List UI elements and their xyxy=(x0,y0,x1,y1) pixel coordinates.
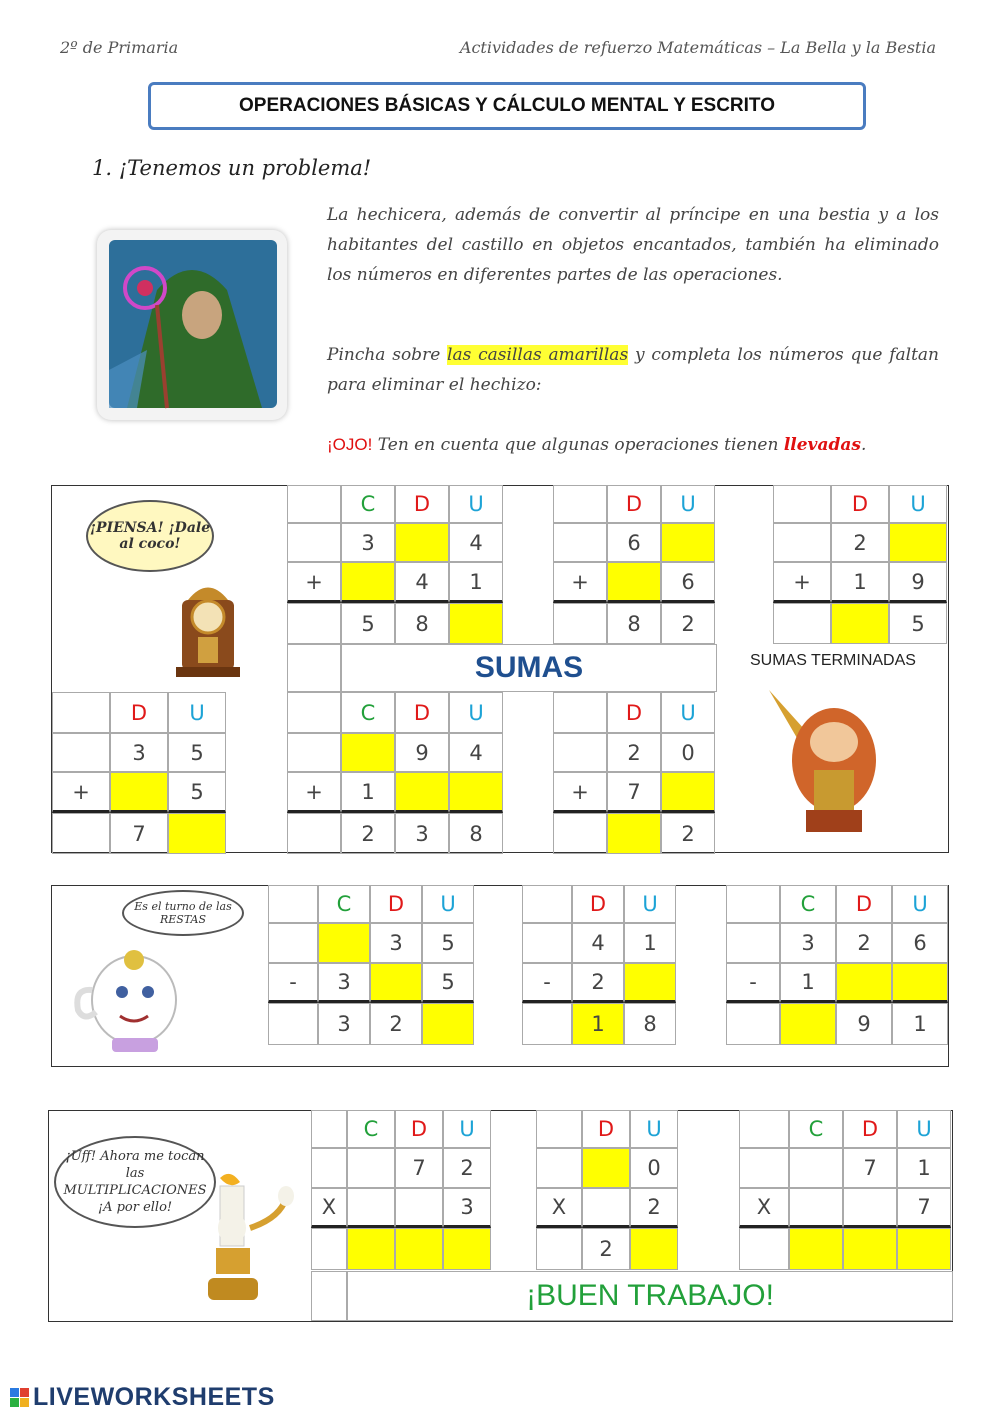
operation-grid xyxy=(739,1110,951,1270)
operator-cell xyxy=(287,523,341,562)
column-header-d: D xyxy=(370,885,422,923)
digit-cell xyxy=(582,1188,630,1228)
op-s4 xyxy=(52,692,226,854)
good-job-label: ¡BUEN TRABAJO! xyxy=(347,1271,953,1321)
answer-box[interactable] xyxy=(624,963,676,1003)
answer-box[interactable] xyxy=(110,772,168,813)
operator-cell: X xyxy=(739,1188,789,1228)
logo-text: LIVEWORKSHEETS xyxy=(33,1383,275,1411)
op-s3 xyxy=(773,485,947,644)
digit-cell: 3 xyxy=(780,923,836,963)
digit-cell: 7 xyxy=(395,1148,443,1188)
digit-cell: 4 xyxy=(449,523,503,562)
cogsworth-image xyxy=(168,575,248,680)
operator-cell xyxy=(52,733,110,772)
operation-grid xyxy=(287,485,503,644)
answer-box[interactable] xyxy=(607,813,661,854)
lumiere-illustration xyxy=(190,1168,300,1308)
column-header-empty xyxy=(268,885,318,923)
chip-image xyxy=(72,930,202,1058)
op-s1 xyxy=(287,485,503,644)
digit-cell xyxy=(347,1188,395,1228)
digit-cell: 2 xyxy=(582,1228,630,1270)
digit-cell: 9 xyxy=(395,733,449,772)
column-header-empty xyxy=(522,885,572,923)
column-header-empty xyxy=(287,485,341,523)
column-header-u: U xyxy=(661,485,715,523)
digit-cell: 5 xyxy=(422,963,474,1003)
sumas-label: SUMAS xyxy=(341,644,717,692)
digit-cell: 2 xyxy=(370,1003,422,1045)
column-header-u: U xyxy=(897,1110,951,1148)
column-header-d: D xyxy=(836,885,892,923)
cogsworth-illustration xyxy=(168,575,248,680)
digit-cell: 8 xyxy=(395,603,449,644)
column-header-d: D xyxy=(831,485,889,523)
op-m1 xyxy=(311,1110,491,1270)
yellow-boxes-highlight: las casillas amarillas xyxy=(447,345,629,365)
column-header-empty xyxy=(536,1110,582,1148)
enchantress-illustration xyxy=(97,230,287,420)
digit-cell: 6 xyxy=(661,562,715,603)
digit-cell: 7 xyxy=(897,1188,951,1228)
answer-box[interactable] xyxy=(443,1228,491,1270)
column-header-d: D xyxy=(395,485,449,523)
sumas-spacer-cell xyxy=(287,644,341,692)
answer-box[interactable] xyxy=(897,1228,951,1270)
operator-cell xyxy=(773,523,831,562)
digit-cell: 1 xyxy=(624,923,676,963)
column-header-c: C xyxy=(318,885,370,923)
operator-cell xyxy=(726,923,780,963)
operation-grid xyxy=(52,692,226,854)
exercise-heading: 1. ¡Tenemos un problema! xyxy=(92,156,372,180)
operation-grid xyxy=(726,885,948,1045)
column-header-d: D xyxy=(582,1110,630,1148)
answer-box[interactable] xyxy=(843,1228,897,1270)
op-m2 xyxy=(536,1110,678,1270)
column-header-d: D xyxy=(395,692,449,733)
operator-cell xyxy=(268,1003,318,1045)
column-header-u: U xyxy=(443,1110,491,1148)
digit-cell: 6 xyxy=(607,523,661,562)
answer-box[interactable] xyxy=(341,733,395,772)
digit-cell: 3 xyxy=(318,963,370,1003)
operator-cell: + xyxy=(287,772,341,813)
operator-cell: X xyxy=(311,1188,347,1228)
digit-cell: 3 xyxy=(318,1003,370,1045)
logo-squares-icon xyxy=(10,1388,29,1407)
operator-cell xyxy=(553,523,607,562)
column-header-c: C xyxy=(341,692,395,733)
instructions-click-end: y completa los números que faltan para eliminar el hechizo: xyxy=(327,345,939,395)
operation-grid xyxy=(287,692,503,854)
answer-box[interactable] xyxy=(630,1228,678,1270)
warning-text: Ten en cuenta que algunas operaciones tienen xyxy=(372,435,784,455)
digit-cell xyxy=(843,1188,897,1228)
column-header-empty xyxy=(311,1110,347,1148)
operation-grid xyxy=(522,885,676,1045)
warning-oj: ¡OJO! xyxy=(327,435,373,454)
answer-box[interactable] xyxy=(395,772,449,813)
operator-cell xyxy=(536,1148,582,1188)
op-r2 xyxy=(522,885,676,1045)
digit-cell: 4 xyxy=(395,562,449,603)
digit-cell: 0 xyxy=(661,733,715,772)
operator-cell xyxy=(268,923,318,963)
digit-cell: 8 xyxy=(607,603,661,644)
instructions-click xyxy=(327,340,939,400)
answer-box[interactable] xyxy=(836,963,892,1003)
digit-cell: 1 xyxy=(897,1148,951,1188)
operator-cell: + xyxy=(553,562,607,603)
digit-cell xyxy=(789,1148,843,1188)
operator-cell xyxy=(52,813,110,854)
op-s2 xyxy=(553,485,715,644)
operator-cell xyxy=(553,603,607,644)
operator-cell xyxy=(739,1148,789,1188)
operator-cell xyxy=(522,923,572,963)
digit-cell: 2 xyxy=(630,1188,678,1228)
answer-box[interactable] xyxy=(370,963,422,1003)
operator-cell xyxy=(536,1228,582,1270)
operator-cell: + xyxy=(287,562,341,603)
column-header-empty xyxy=(287,692,341,733)
operator-cell xyxy=(287,813,341,854)
column-header-u: U xyxy=(168,692,226,733)
op-r3 xyxy=(726,885,948,1045)
digit-cell: 3 xyxy=(443,1188,491,1228)
answer-box[interactable] xyxy=(395,523,449,562)
operator-cell xyxy=(553,733,607,772)
enchantress-image xyxy=(97,230,287,420)
op-s6 xyxy=(553,692,715,854)
digit-cell: 6 xyxy=(892,923,948,963)
digit-cell: 2 xyxy=(661,603,715,644)
column-header-u: U xyxy=(624,885,676,923)
digit-cell: 5 xyxy=(168,733,226,772)
header-grade: 2º de Primaria xyxy=(60,38,179,57)
column-header-d: D xyxy=(607,485,661,523)
answer-box[interactable] xyxy=(449,772,503,813)
digit-cell: 1 xyxy=(341,772,395,813)
column-header-empty xyxy=(739,1110,789,1148)
column-header-empty xyxy=(773,485,831,523)
operator-cell xyxy=(311,1228,347,1270)
digit-cell: 2 xyxy=(661,813,715,854)
mult-spacer-cell xyxy=(311,1271,347,1321)
answer-box[interactable] xyxy=(780,1003,836,1045)
operation-grid xyxy=(311,1110,491,1270)
operator-cell: X xyxy=(536,1188,582,1228)
instructions-click-start: Pincha sobre xyxy=(327,345,448,365)
answer-box[interactable] xyxy=(582,1148,630,1188)
digit-cell: 8 xyxy=(449,813,503,854)
operator-cell: + xyxy=(773,562,831,603)
answer-box[interactable] xyxy=(318,923,370,963)
warning-line xyxy=(327,430,939,460)
digit-cell: 2 xyxy=(831,523,889,562)
answer-box[interactable] xyxy=(168,813,226,854)
answer-box[interactable] xyxy=(449,603,503,644)
warning-llevadas: llevadas xyxy=(783,435,861,455)
operator-cell: - xyxy=(726,963,780,1003)
answer-box[interactable] xyxy=(607,562,661,603)
column-header-u: U xyxy=(422,885,474,923)
operation-grid xyxy=(773,485,947,644)
digit-cell: 2 xyxy=(443,1148,491,1188)
header-subject: Actividades de refuerzo Matemáticas – La Bella y la Bestia xyxy=(459,38,936,57)
restas-speech-bubble: Es el turno de las RESTAS xyxy=(122,890,244,936)
answer-box[interactable] xyxy=(661,523,715,562)
operation-grid xyxy=(553,485,715,644)
digit-cell: 4 xyxy=(572,923,624,963)
operation-grid xyxy=(268,885,474,1045)
operator-cell xyxy=(522,1003,572,1045)
digit-cell: 9 xyxy=(889,562,947,603)
mrs-lumiere-illustration xyxy=(764,680,894,840)
answer-box[interactable] xyxy=(395,1228,443,1270)
mult-speech-bubble: ¡Uff! Ahora me tocan las MULTIPLICACIONES ¡A por ello! xyxy=(54,1136,216,1228)
digit-cell: 9 xyxy=(836,1003,892,1045)
digit-cell: 7 xyxy=(607,772,661,813)
column-header-u: U xyxy=(449,485,503,523)
digit-cell: 3 xyxy=(341,523,395,562)
operator-cell xyxy=(287,603,341,644)
answer-box[interactable] xyxy=(831,603,889,644)
digit-cell: 1 xyxy=(831,562,889,603)
digit-cell: 5 xyxy=(422,923,474,963)
lumiere-image xyxy=(764,680,894,840)
operator-cell: + xyxy=(52,772,110,813)
digit-cell: 2 xyxy=(607,733,661,772)
operator-cell xyxy=(553,813,607,854)
digit-cell: 7 xyxy=(110,813,168,854)
liveworksheets-logo xyxy=(10,1383,275,1412)
digit-cell: 5 xyxy=(341,603,395,644)
operator-cell xyxy=(726,1003,780,1045)
digit-cell: 2 xyxy=(341,813,395,854)
digit-cell: 5 xyxy=(889,603,947,644)
digit-cell xyxy=(789,1188,843,1228)
digit-cell: 0 xyxy=(630,1148,678,1188)
column-header-empty xyxy=(553,485,607,523)
digit-cell: 1 xyxy=(780,963,836,1003)
column-header-empty xyxy=(553,692,607,733)
column-header-u: U xyxy=(630,1110,678,1148)
operation-grid xyxy=(553,692,715,854)
instructions-paragraph: La hechicera, además de convertir al príncipe en una bestia y a los habitantes del castillo en objetos encantados, también ha eliminado los números en diferentes partes de las operaciones. xyxy=(327,205,939,285)
warning-end: . xyxy=(860,435,867,455)
column-header-u: U xyxy=(661,692,715,733)
answer-box[interactable] xyxy=(789,1228,843,1270)
sumas-speech-bubble: ¡PIENSA! ¡Dale al coco! xyxy=(86,500,214,572)
digit-cell: 2 xyxy=(836,923,892,963)
answer-box[interactable] xyxy=(422,1003,474,1045)
column-header-u: U xyxy=(449,692,503,733)
column-header-d: D xyxy=(395,1110,443,1148)
operator-cell xyxy=(773,603,831,644)
mrs-potts-illustration xyxy=(72,930,202,1058)
answer-box[interactable] xyxy=(892,963,948,1003)
digit-cell: 4 xyxy=(449,733,503,772)
answer-box[interactable] xyxy=(341,562,395,603)
digit-cell xyxy=(347,1148,395,1188)
operator-cell: - xyxy=(522,963,572,1003)
sumas-finished-label: SUMAS TERMINADAS xyxy=(750,652,916,669)
operator-cell xyxy=(311,1148,347,1188)
column-header-u: U xyxy=(889,485,947,523)
digit-cell: 5 xyxy=(168,772,226,813)
op-r1 xyxy=(268,885,474,1045)
answer-box[interactable] xyxy=(889,523,947,562)
operation-grid xyxy=(536,1110,678,1270)
column-header-c: C xyxy=(341,485,395,523)
digit-cell: 1 xyxy=(892,1003,948,1045)
answer-box[interactable]: 1 xyxy=(572,1003,624,1045)
page-title: OPERACIONES BÁSICAS Y CÁLCULO MENTAL Y ESCRITO xyxy=(148,82,866,130)
digit-cell: 3 xyxy=(370,923,422,963)
digit-cell: 1 xyxy=(449,562,503,603)
digit-cell: 7 xyxy=(843,1148,897,1188)
op-m3 xyxy=(739,1110,951,1270)
answer-box[interactable] xyxy=(347,1228,395,1270)
column-header-d: D xyxy=(843,1110,897,1148)
column-header-c: C xyxy=(789,1110,843,1148)
lumiere-candle-image xyxy=(190,1168,300,1308)
operator-cell: - xyxy=(268,963,318,1003)
column-header-u: U xyxy=(892,885,948,923)
column-header-d: D xyxy=(572,885,624,923)
operator-cell xyxy=(739,1228,789,1270)
answer-box[interactable] xyxy=(661,772,715,813)
column-header-d: D xyxy=(110,692,168,733)
operator-cell: + xyxy=(553,772,607,813)
op-s5 xyxy=(287,692,503,854)
digit-cell: 3 xyxy=(395,813,449,854)
column-header-empty xyxy=(52,692,110,733)
operator-cell xyxy=(287,733,341,772)
digit-cell xyxy=(395,1188,443,1228)
column-header-c: C xyxy=(347,1110,395,1148)
column-header-empty xyxy=(726,885,780,923)
column-header-d: D xyxy=(607,692,661,733)
digit-cell: 8 xyxy=(624,1003,676,1045)
digit-cell: 3 xyxy=(110,733,168,772)
digit-cell: 2 xyxy=(572,963,624,1003)
column-header-c: C xyxy=(780,885,836,923)
